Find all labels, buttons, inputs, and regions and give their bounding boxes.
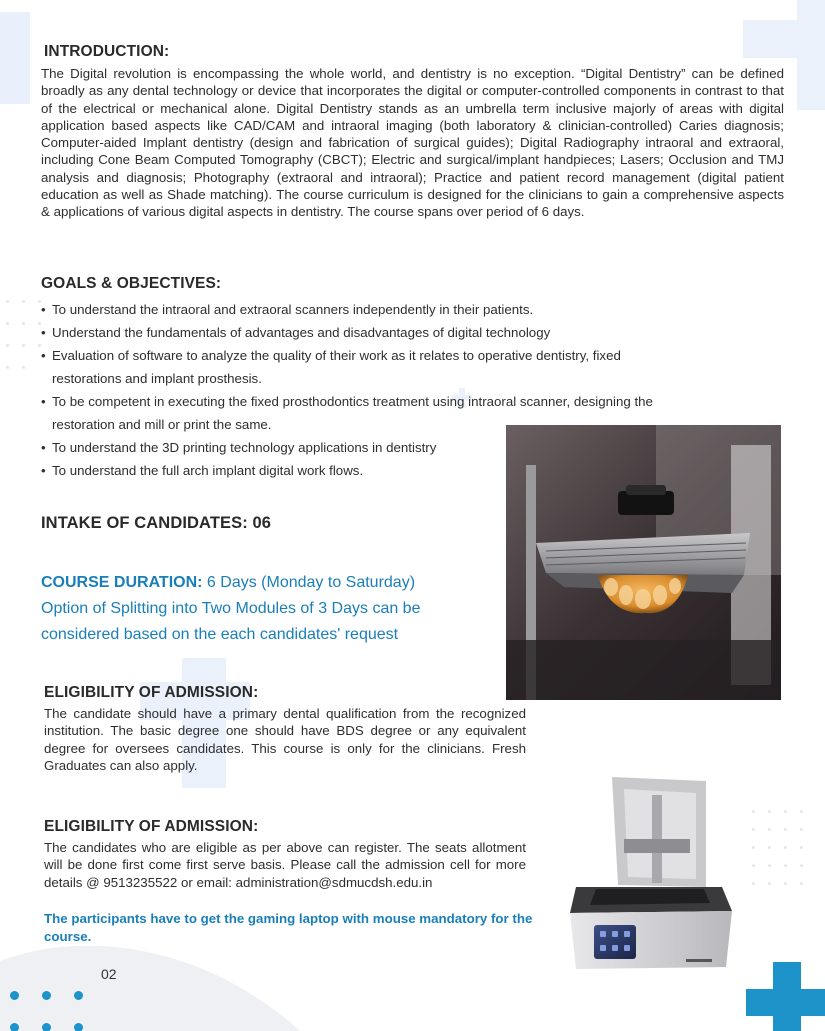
introduction-heading: INTRODUCTION: xyxy=(44,43,170,60)
top-left-light-block xyxy=(0,12,30,104)
goals-heading: GOALS & OBJECTIVES: xyxy=(41,275,222,292)
blue-dot xyxy=(74,991,83,1000)
right-dot-grid xyxy=(752,810,812,890)
3d-printer-build-plate-photo xyxy=(506,425,781,700)
blue-dot xyxy=(10,1023,19,1031)
eligibility-heading-2: ELIGIBILITY OF ADMISSION: xyxy=(44,818,259,835)
goals-list-item: • Understand the fundamentals of advantages and disadvantages of digital technology xyxy=(41,321,681,344)
eligibility-body-2: The candidates who are eligible as per above can register. The seats allotment will be done first come first serve basis. Please call the admission cell for more details @ 9513235522 or email: administration@sdmucdsh.edu.in xyxy=(44,840,526,890)
laptop-requirement-note: The participants have to get the gaming laptop with mouse mandatory for the course. xyxy=(44,911,533,944)
page-number: 02 xyxy=(101,966,117,982)
intake-heading: INTAKE OF CANDIDATES: 06 xyxy=(41,514,272,532)
course-duration xyxy=(41,570,501,648)
course-duration-note: Option of Splitting into Two Modules of 3 Days can be considered based on the each candidates' request xyxy=(41,600,421,643)
bottom-right-blue-cross xyxy=(746,962,825,1031)
goals-list-item: • To understand the 3D printing technology applications in dentistry xyxy=(41,436,681,459)
course-duration-value: 6 Days (Monday to Saturday) xyxy=(202,574,416,591)
left-dot-grid xyxy=(6,300,46,370)
introduction-body: The Digital revolution is encompassing the whole world, and dentistry is no exception. “Digital Dentistry” can be defined broadly as any dental technology or device that incorporates the digital or computer-controlled components in contrast to that of the electrical or mechanical alone. Digital Dentistry stands as an umbrella term inclusive majorly of areas with digital application based aspects like CAD/CAM and intraoral imaging (both laboratory & clinician-controlled) Caries diagnosis; Computer-aided Implant dentistry (design and fabrication of surgical guides); Digital Radiography intraoral and extraoral, including Cone Beam Computed Tomography (CBCT); Electric and surgical/implant handpieces; Lasers; Occlusion and TMJ analysis and diagnosis; Photography (extraoral and intraoral); Practice and patient record management (digital patient education as well as Shade matching). The course curriculum is designed for the clinicians to gain a comprehensive aspects & applications of various digital aspects in dentistry. The course spans over period of 6 days. xyxy=(41,66,784,220)
eligibility-heading: ELIGIBILITY OF ADMISSION: xyxy=(44,684,259,701)
goals-list-item: • To understand the full arch implant digital work flows. xyxy=(41,459,681,482)
goals-list-item: • To be competent in executing the fixed prosthodontics treatment using intraoral scanner, designing the restoration and mill or print the same. xyxy=(41,390,681,436)
eligibility-body: The candidate should have a primary dental qualification from the recognized institution. The basic degree one should have BDS degree or any equivalent degree for oversees candidates. This course is only for the clinicians. Fresh Graduates can also apply. xyxy=(44,706,526,773)
3d-printer-device-photo xyxy=(566,775,742,971)
blue-dot xyxy=(74,1023,83,1031)
blue-dot xyxy=(42,1023,51,1031)
course-duration-label: COURSE DURATION: xyxy=(41,574,203,591)
goals-list-item: • Evaluation of software to analyze the quality of their work as it relates to operative dentistry, fixed restorations and implant prosthesis. xyxy=(41,344,681,390)
blue-dot xyxy=(10,991,19,1000)
goals-list-item: • To understand the intraoral and extraoral scanners independently in their patients. xyxy=(41,298,681,321)
blue-dot xyxy=(42,991,51,1000)
